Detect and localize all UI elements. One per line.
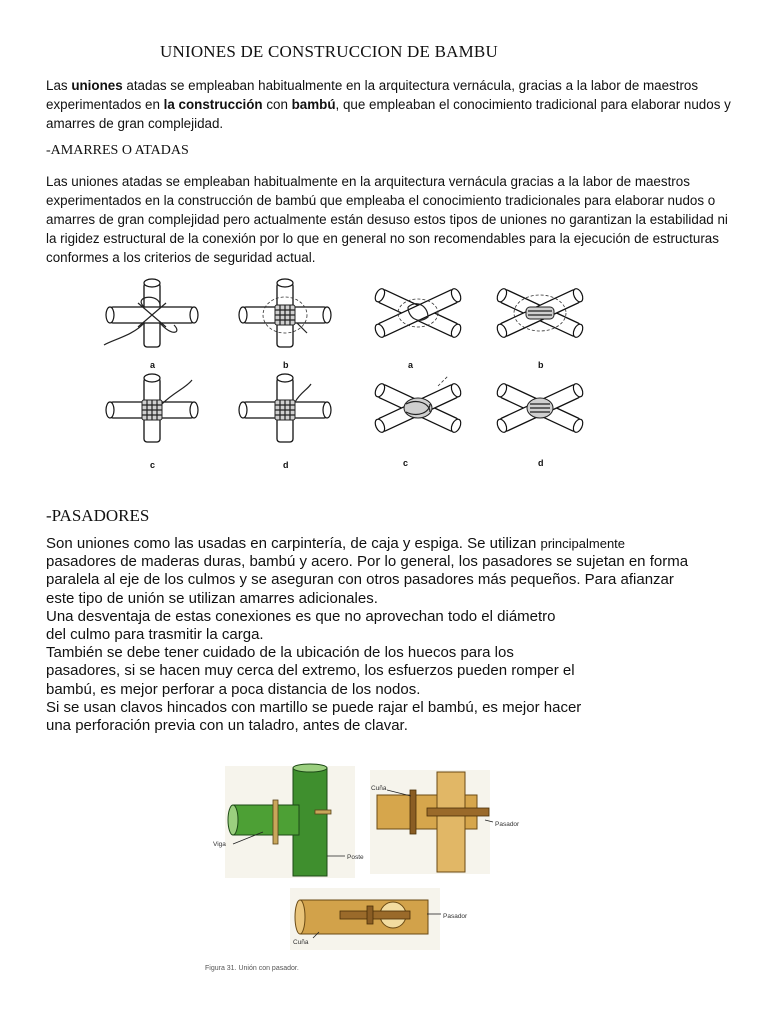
lashing-diagonal-a (373, 287, 462, 339)
label-d-1: d (283, 460, 289, 470)
label-poste: Poste (347, 854, 364, 861)
pasadores-line: este tipo de unión se utilizan amarres adicionales. (46, 589, 378, 607)
label-b-2: b (538, 360, 544, 370)
lashing-diagonal-c (373, 376, 462, 434)
label-pasador-2: Pasador (443, 913, 468, 920)
viga-poste-joint (213, 764, 364, 878)
intro-text-1: Las (46, 78, 72, 93)
pasador-figure (195, 760, 555, 980)
pasadores-line: del culmo para trasmitir la carga. (46, 626, 264, 644)
intro-text-4: , que empleaban el conocimiento tradicional para elaborar nudos y amarres de gran complejidad. (46, 97, 731, 131)
label-pasador-1: Pasador (495, 821, 520, 828)
lashing-diagonal-b (495, 287, 584, 339)
pasadores-line: Son uniones como las usadas en carpintería, de caja y espiga. Se utilizan principalmente (46, 535, 626, 552)
intro-bold-construccion: la construcción (163, 97, 263, 112)
intro-paragraph (46, 76, 736, 133)
pasadores-paragraph (46, 535, 746, 735)
label-a-2: a (408, 360, 414, 370)
label-c-2: c (403, 458, 409, 468)
pasadores-heading: -PASADORES (46, 506, 150, 525)
label-c-1: c (150, 460, 156, 470)
lashing-square-c (106, 374, 198, 442)
lashing-square-a (104, 279, 198, 347)
amarres-heading: -AMARRES O ATADAS (46, 143, 189, 158)
label-b-1: b (283, 360, 289, 370)
lashing-diagonal-d (495, 382, 584, 434)
cuna-pasador-section (370, 770, 520, 874)
pasadores-line: bambú, es mejor perforar a poca distancia de los nodos. (46, 680, 421, 698)
intro-text-2: atadas se empleaban habitualmente en la arquitectura vernácula, gracias a la labor de maestros experimentados en (46, 78, 699, 112)
intro-bold-uniones: uniones (71, 78, 123, 93)
pasadores-line: una perforación previa con un taladro, antes de clavar. (46, 717, 408, 735)
label-a-1: a (150, 360, 156, 370)
pasadores-line: Si se usan clavos hincados con martillo se puede rajar el bambú, es mejor hacer (46, 698, 582, 716)
label-d-2: d (538, 458, 544, 468)
label-cuna-2: Cuña (293, 939, 309, 946)
label-cuna-1: Cuña (371, 785, 387, 792)
pasadores-line: Una desventaja de estas conexiones es que no aprovechan todo el diámetro (46, 607, 556, 625)
amarres-paragraph: Las uniones atadas se empleaban habitualmente en la arquitectura vernácula gracias a la labor de maestros experimentados en la construcción de bambú que empleaba el conocimiento tradicionales para elaborar nudos o amarres de gran complejidad pero actualmente están desuso estos tipos de uniones no garantizan la estabilidad ni la rigidez estructural de la conexión por lo que en general no son recomendables para la ejecución de estructuras conformes a los criterios de seguridad actual. (46, 174, 728, 265)
lashing-square-b (239, 279, 331, 347)
pasadores-line: pasadores de maderas duras, bambú y acero. Por lo general, los pasadores se sujetan en forma (46, 553, 689, 571)
figure-caption: Figura 31. Unión con pasador. (205, 965, 299, 972)
lashing-diagrams (100, 275, 600, 480)
intro-text-3: con (262, 97, 292, 112)
culmo-pasador-detail (290, 888, 468, 950)
pasadores-line: pasadores, si se hacen muy cerca del extremo, los esfuerzos pueden romper el (46, 662, 575, 680)
label-viga: Viga (213, 841, 226, 848)
lashing-square-d (239, 374, 331, 442)
intro-bold-bambu: bambú (291, 97, 336, 112)
page-title: UNIONES DE CONSTRUCCION DE BAMBU (160, 42, 498, 61)
pasadores-line: También se debe tener cuidado de la ubicación de los huecos para los (46, 644, 514, 662)
pasadores-line: paralela al eje de los culmos y se aseguran con otros pasadores más pequeños. Para afianzar (46, 571, 674, 589)
